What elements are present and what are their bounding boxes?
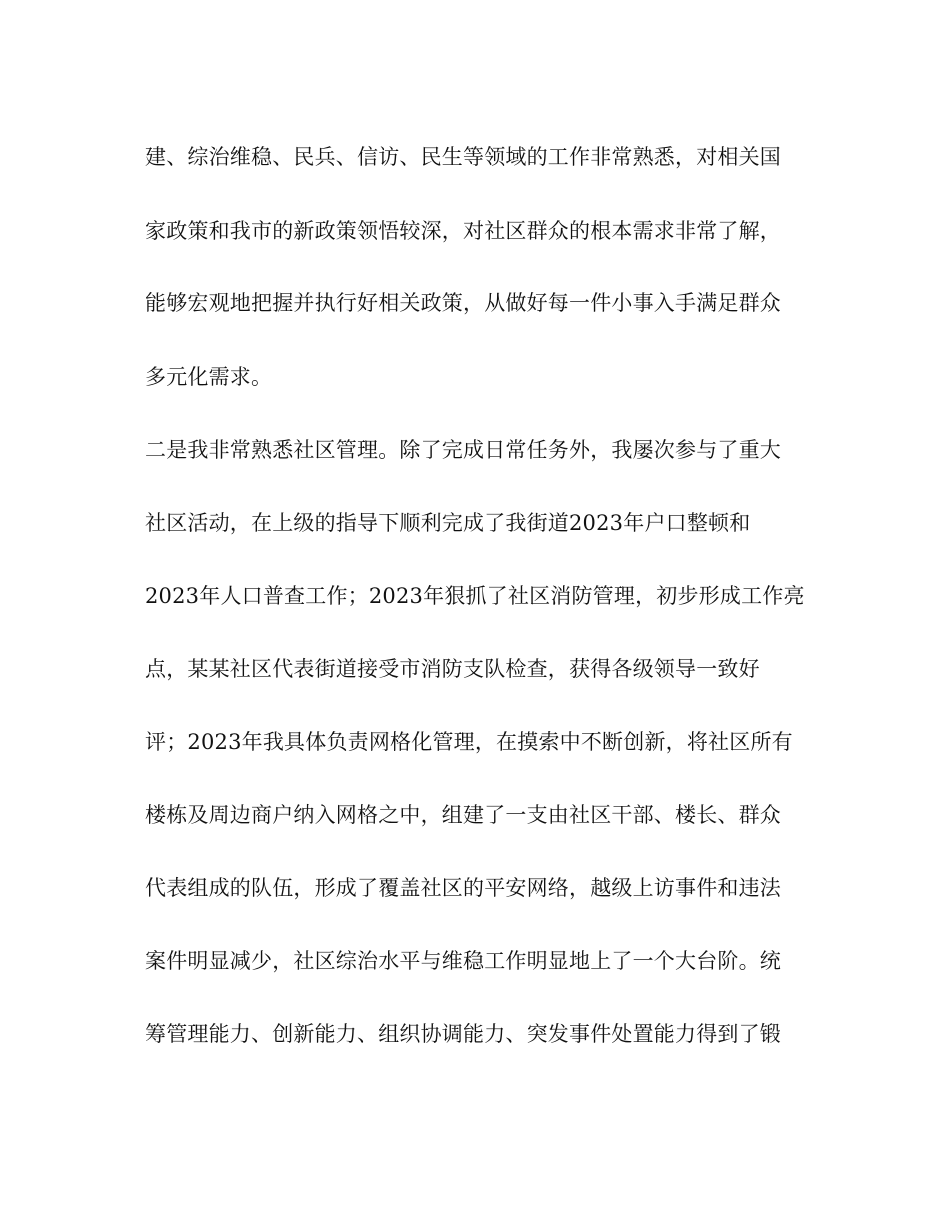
text-line: 点，某某社区代表街道接受市消防支队检查，获得各级领导一致好: [145, 657, 760, 681]
text-line: 筹管理能力、创新能力、组织协调能力、突发事件处置能力得到了锻: [145, 1022, 781, 1046]
text-line: 多元化需求。: [145, 365, 273, 389]
text-line: 评；2023年我具体负责网格化管理，在摸索中不断创新，将社区所有: [145, 730, 793, 754]
text-line: 建、综治维稳、民兵、信访、民生等领域的工作非常熟悉，对相关国: [145, 145, 781, 169]
text-line: 2023年人口普查工作；2023年狠抓了社区消防管理，初步形成工作亮: [145, 584, 805, 608]
text-line: 代表组成的队伍，形成了覆盖社区的平安网络，越级上访事件和违法: [145, 876, 781, 900]
text-line: 家政策和我市的新政策领悟较深，对社区群众的根本需求非常了解，: [145, 219, 781, 243]
text-line: 能够宏观地把握并执行好相关政策，从做好每一件小事入手满足群众: [145, 291, 781, 315]
text-line: 社区活动，在上级的指导下顺利完成了我街道2023年户口整顿和: [145, 511, 751, 535]
text-line: 二是我非常熟悉社区管理。除了完成日常任务外，我屡次参与了重大: [145, 438, 781, 462]
text-line: 楼栋及周边商户纳入网格之中，组建了一支由社区干部、楼长、群众: [145, 803, 781, 827]
text-line: 案件明显减少，社区综治水平与维稳工作明显地上了一个大台阶。统: [145, 949, 781, 973]
